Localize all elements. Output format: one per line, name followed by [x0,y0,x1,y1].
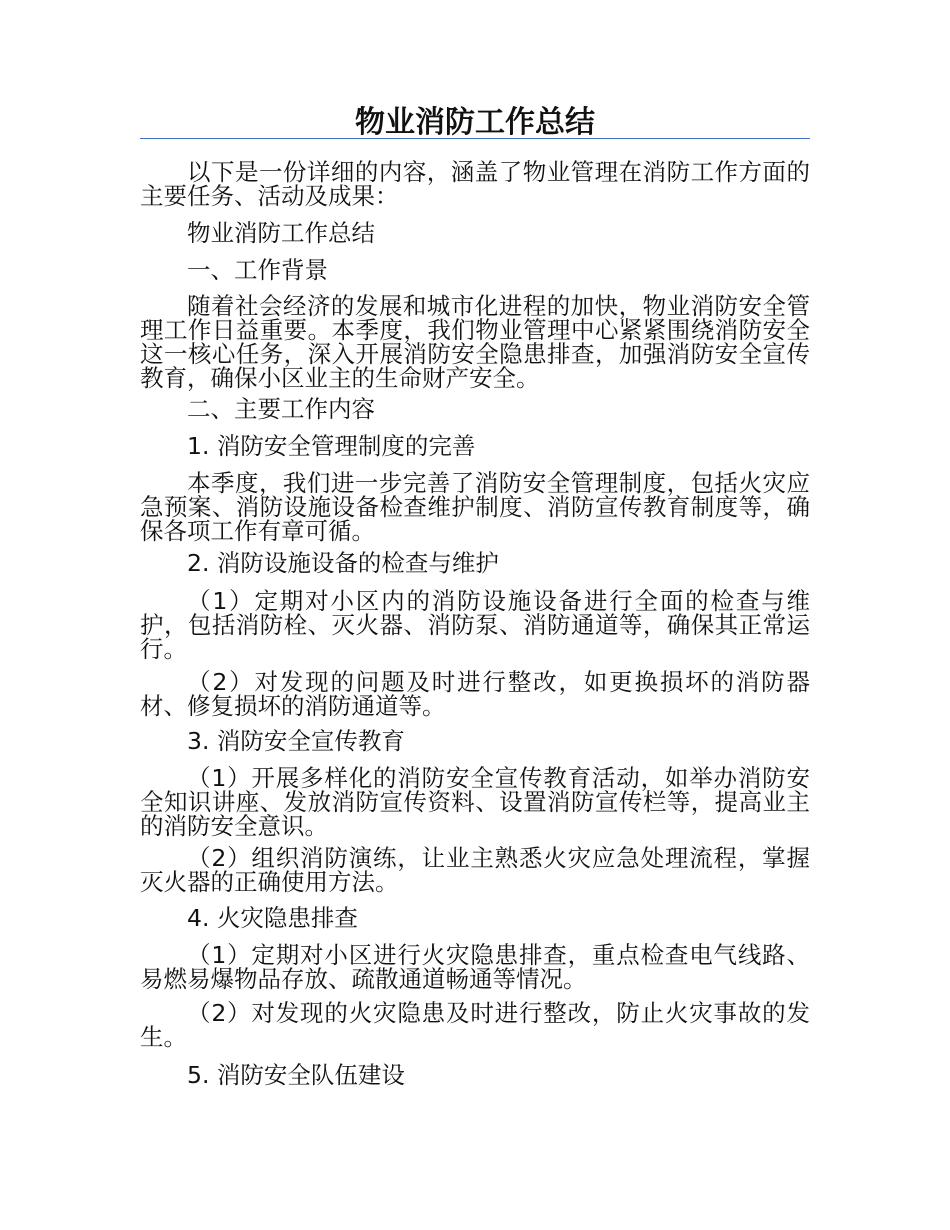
document-title: 物业消防工作总结 [355,105,595,140]
title-underline [140,138,810,139]
item-3-paragraph-2: （2）组织消防演练，让业主熟悉火灾应急处理流程，掌握灭火器的正确使用方法。 [140,844,810,896]
item-2-paragraph-2: （2）对发现的问题及时进行整改，如更换损坏的消防器材、修复损坏的消防通道等。 [140,668,810,720]
item-1-heading: 1. 消防安全管理制度的完善 [187,432,476,460]
item-2-heading: 2. 消防设施设备的检查与维护 [187,549,499,577]
item-3-paragraph-1: （1）开展多样化的消防安全宣传教育活动，如举办消防安全知识讲座、发放消防宣传资料、设置消防宣传栏等，提高业主的消防安全意识。 [140,764,810,840]
item-3-heading: 3. 消防安全宣传教育 [187,727,405,755]
item-5-heading: 5. 消防安全队伍建设 [187,1061,405,1089]
item-4-paragraph-1: （1）定期对小区进行火灾隐患排查，重点检查电气线路、易燃易爆物品存放、疏散通道畅通等情况。 [140,941,810,993]
section-1-paragraph: 随着社会经济的发展和城市化进程的加快，物业消防安全管理工作日益重要。本季度，我们物业管理中心紧紧围绕消防安全这一核心任务，深入开展消防安全隐患排查，加强消防安全宣传教育，确保小区业主的生命财产安全。 [140,292,810,392]
item-4-paragraph-2: （2）对发现的火灾隐患及时进行整改，防止火灾事故的发生。 [140,999,810,1051]
intro-paragraph: 以下是一份详细的内容，涵盖了物业管理在消防工作方面的主要任务、活动及成果： [140,158,810,210]
item-4-heading: 4. 火灾隐患排查 [187,904,358,932]
section-2-heading: 二、主要工作内容 [187,395,375,423]
subtitle-line: 物业消防工作总结 [187,219,375,247]
section-1-heading: 一、工作背景 [187,256,328,284]
item-2-paragraph-1: （1）定期对小区内的消防设施设备进行全面的检查与维护，包括消防栓、灭火器、消防泵、消防通道等，确保其正常运行。 [140,587,810,663]
item-1-paragraph: 本季度，我们进一步完善了消防安全管理制度，包括火灾应急预案、消防设施设备检查维护制度、消防宣传教育制度等，确保各项工作有章可循。 [140,469,810,545]
